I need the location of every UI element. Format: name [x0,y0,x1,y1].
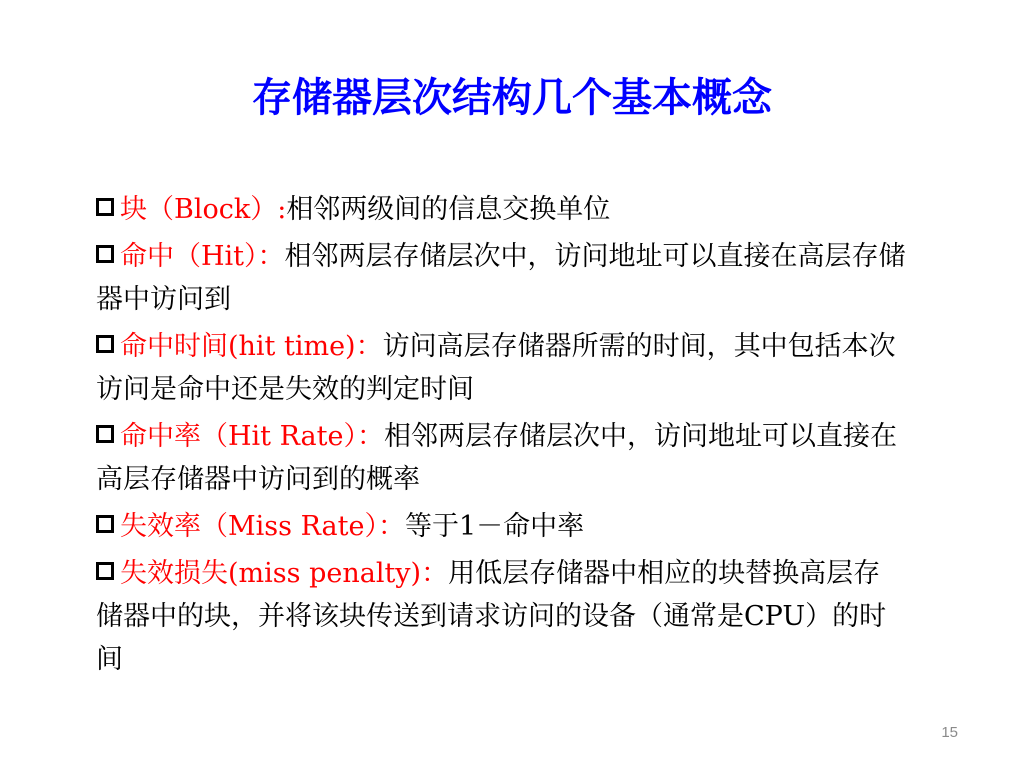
definition-block: 相邻两级间的信息交换单位 [286,194,611,225]
slide-number: 15 [941,724,958,741]
bullet-item-miss-rate [96,505,906,548]
hollow-square-bullet-icon [96,515,114,533]
bullet-item-miss-penalty [96,552,906,681]
term-hit-time: 命中时间(hit time)： [120,331,383,362]
hollow-square-bullet-icon [96,198,114,216]
slide-title: 存储器层次结构几个基本概念 [252,75,772,121]
bullet-item-hit [96,235,906,321]
definition-miss-rate: 等于1－命中率 [404,511,585,542]
bullet-list [96,188,906,685]
definition-hit-time: 访问高层存储器所需的时间，其中包括本次访问是命中还是失效的判定时间 [96,331,896,405]
term-hit-rate: 命中率（Hit Rate）： [120,421,384,452]
term-miss-rate: 失效率（Miss Rate）： [120,511,405,542]
term-hit: 命中（Hit）： [120,241,285,272]
hollow-square-bullet-icon [96,335,114,353]
bullet-item-hit-time [96,325,906,411]
hollow-square-bullet-icon [96,245,114,263]
bullet-item-hit-rate [96,415,906,501]
definition-hit: 相邻两层存储层次中，访问地址可以直接在高层存储器中访问到 [96,241,906,315]
hollow-square-bullet-icon [96,562,114,580]
term-block: 块（Block）: [120,194,287,225]
bullet-item-block [96,188,906,231]
term-miss-penalty: 失效损失(miss penalty)： [120,558,449,589]
definition-miss-penalty: 用低层存储器中相应的块替换高层存储器中的块，并将该块传送到请求访问的设备（通常是CPU）的时间 [96,558,887,675]
definition-hit-rate: 相邻两层存储层次中，访问地址可以直接在高层存储器中访问到的概率 [96,421,897,495]
hollow-square-bullet-icon [96,425,114,443]
